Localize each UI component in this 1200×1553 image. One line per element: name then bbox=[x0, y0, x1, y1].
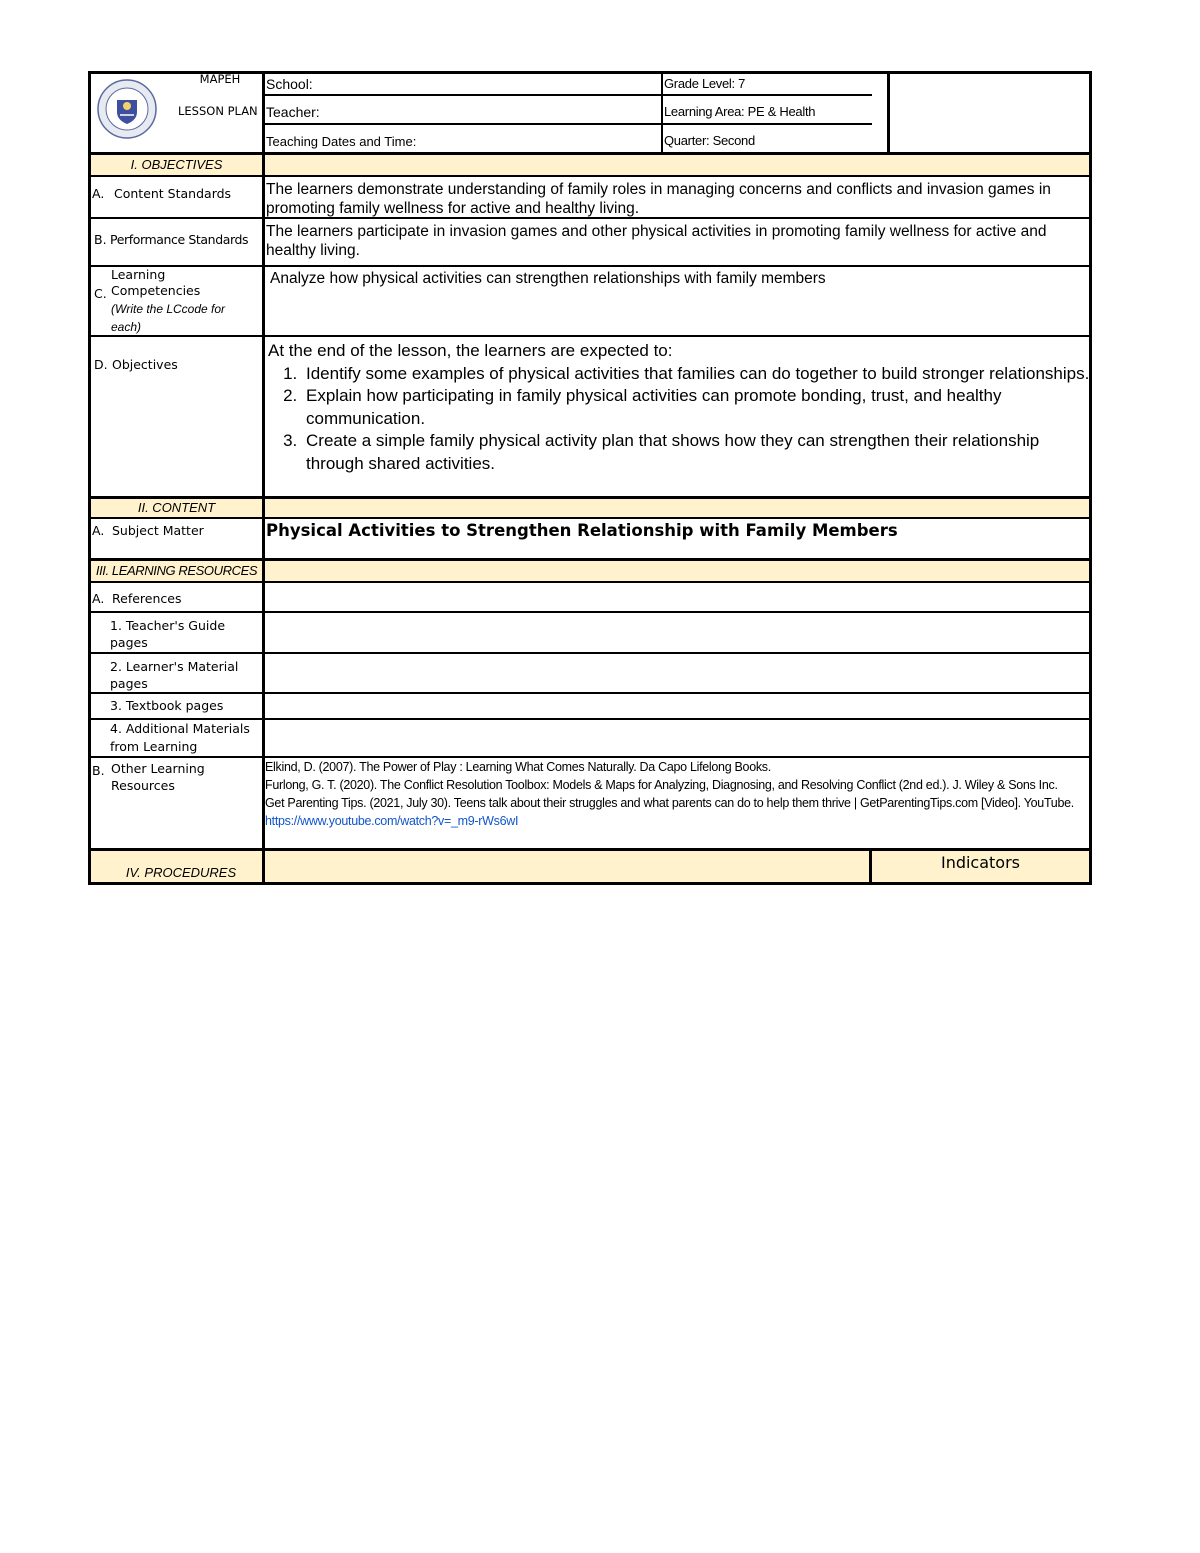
divider bbox=[88, 265, 1092, 267]
objective-item: 2. Explain how participating in family physical activities can promote bonding, trust, and healthy communication. bbox=[302, 385, 1090, 430]
divider bbox=[88, 581, 1092, 583]
competencies-note: (Write the LCcode for each) bbox=[111, 302, 226, 334]
content-heading: II. CONTENT bbox=[137, 500, 216, 515]
learners-material-label: 2. Learner's Material pages bbox=[110, 659, 239, 691]
procedures-heading: IV. PROCEDURES bbox=[125, 865, 237, 880]
dates-label: Teaching Dates and Time: bbox=[266, 134, 417, 149]
resources-heading: III. LEARNING RESOURCES bbox=[95, 563, 258, 578]
performance-standards-label: Performance Standards bbox=[110, 232, 249, 247]
other-resources-letter: B. bbox=[92, 763, 105, 778]
divider bbox=[88, 496, 1092, 499]
teacher-label: Teacher: bbox=[266, 104, 320, 120]
other-resources-value bbox=[265, 758, 1090, 830]
performance-standards-value: The learners participate in invasion games and other physical activities in promoting family wellness for active and healthy living. bbox=[266, 223, 1047, 259]
subject-matter-value: Physical Activities to Strengthen Relationship with Family Members bbox=[266, 521, 898, 540]
divider bbox=[88, 692, 1092, 694]
subject-title: MAPEH bbox=[199, 72, 241, 86]
divider bbox=[88, 558, 1092, 561]
objectives-letter: D. bbox=[94, 357, 108, 372]
objectives-list bbox=[268, 363, 1090, 476]
divider bbox=[88, 848, 1092, 851]
objectives-heading: I. OBJECTIVES bbox=[130, 157, 223, 172]
content-standards-value: The learners demonstrate understanding of family roles in managing concerns and conflicts and invasion games in promoting family wellness for active and healthy living. bbox=[266, 181, 1051, 217]
content-standards-label: Content Standards bbox=[114, 186, 232, 201]
competencies-letter: C. bbox=[94, 286, 107, 301]
objectives-value bbox=[268, 340, 1090, 475]
references-label: References bbox=[112, 591, 182, 606]
objective-item: 1. Identify some examples of physical activities that families can do together to build stronger relationships. bbox=[302, 363, 1090, 386]
objectives-label: Objectives bbox=[112, 357, 178, 372]
divider bbox=[264, 94, 872, 96]
divider bbox=[88, 517, 1092, 519]
quarter: Quarter: Second bbox=[664, 133, 755, 148]
competencies-value: Analyze how physical activities can strengthen relationships with family members bbox=[270, 270, 826, 287]
other-resources-label: Other Learning Resources bbox=[111, 761, 205, 793]
performance-standards-letter: B. bbox=[94, 232, 107, 247]
subject-matter-label: Subject Matter bbox=[112, 523, 204, 538]
grade-level: Grade Level: 7 bbox=[664, 76, 746, 91]
references-letter: A. bbox=[92, 591, 105, 606]
reference-item: Elkind, D. (2007). The Power of Play : Learning What Comes Naturally. Da Capo Lifelong Books. bbox=[265, 760, 771, 774]
learning-area: Learning Area: PE & Health bbox=[664, 104, 816, 119]
divider bbox=[264, 123, 872, 125]
additional-materials-label: 4. Additional Materials from Learning bbox=[110, 721, 250, 754]
deped-seal-icon bbox=[96, 78, 158, 140]
subject-matter-letter: A. bbox=[92, 523, 105, 538]
indicators-heading: Indicators bbox=[940, 853, 1021, 872]
divider bbox=[88, 175, 1092, 177]
doc-type-title: LESSON PLAN bbox=[178, 104, 258, 118]
objectives-intro: At the end of the lesson, the learners are expected to: bbox=[268, 341, 673, 360]
divider bbox=[88, 152, 1092, 155]
youtube-link[interactable]: https://www.youtube.com/watch?v=_m9-rWs6wI bbox=[265, 814, 519, 828]
textbook-label: 3. Textbook pages bbox=[110, 698, 224, 713]
divider bbox=[88, 652, 1092, 654]
competencies-label: Learning Competencies bbox=[111, 267, 201, 298]
divider bbox=[661, 71, 663, 154]
reference-item: Furlong, G. T. (2020). The Conflict Resolution Toolbox: Models & Maps for Analyzing, Diagnosing, and Resolving Conflict (2nd ed.). J. Wiley & Sons Inc. bbox=[265, 778, 1058, 792]
objective-item: 3. Create a simple family physical activity plan that shows how they can strengthen their relationship through shared activities. bbox=[302, 430, 1090, 475]
teachers-guide-label: 1. Teacher's Guide pages bbox=[110, 618, 226, 650]
divider bbox=[88, 611, 1092, 613]
school-label: School: bbox=[266, 76, 313, 92]
content-standards-letter: A. bbox=[92, 186, 105, 201]
divider bbox=[887, 71, 890, 154]
reference-item: Get Parenting Tips. (2021, July 30). Teens talk about their struggles and what parents can do to help them thrive | GetParentingTips.com [Video]. YouTube. https://www.youtube.com/watch?v=_m9-rWs6wI bbox=[265, 796, 1074, 828]
